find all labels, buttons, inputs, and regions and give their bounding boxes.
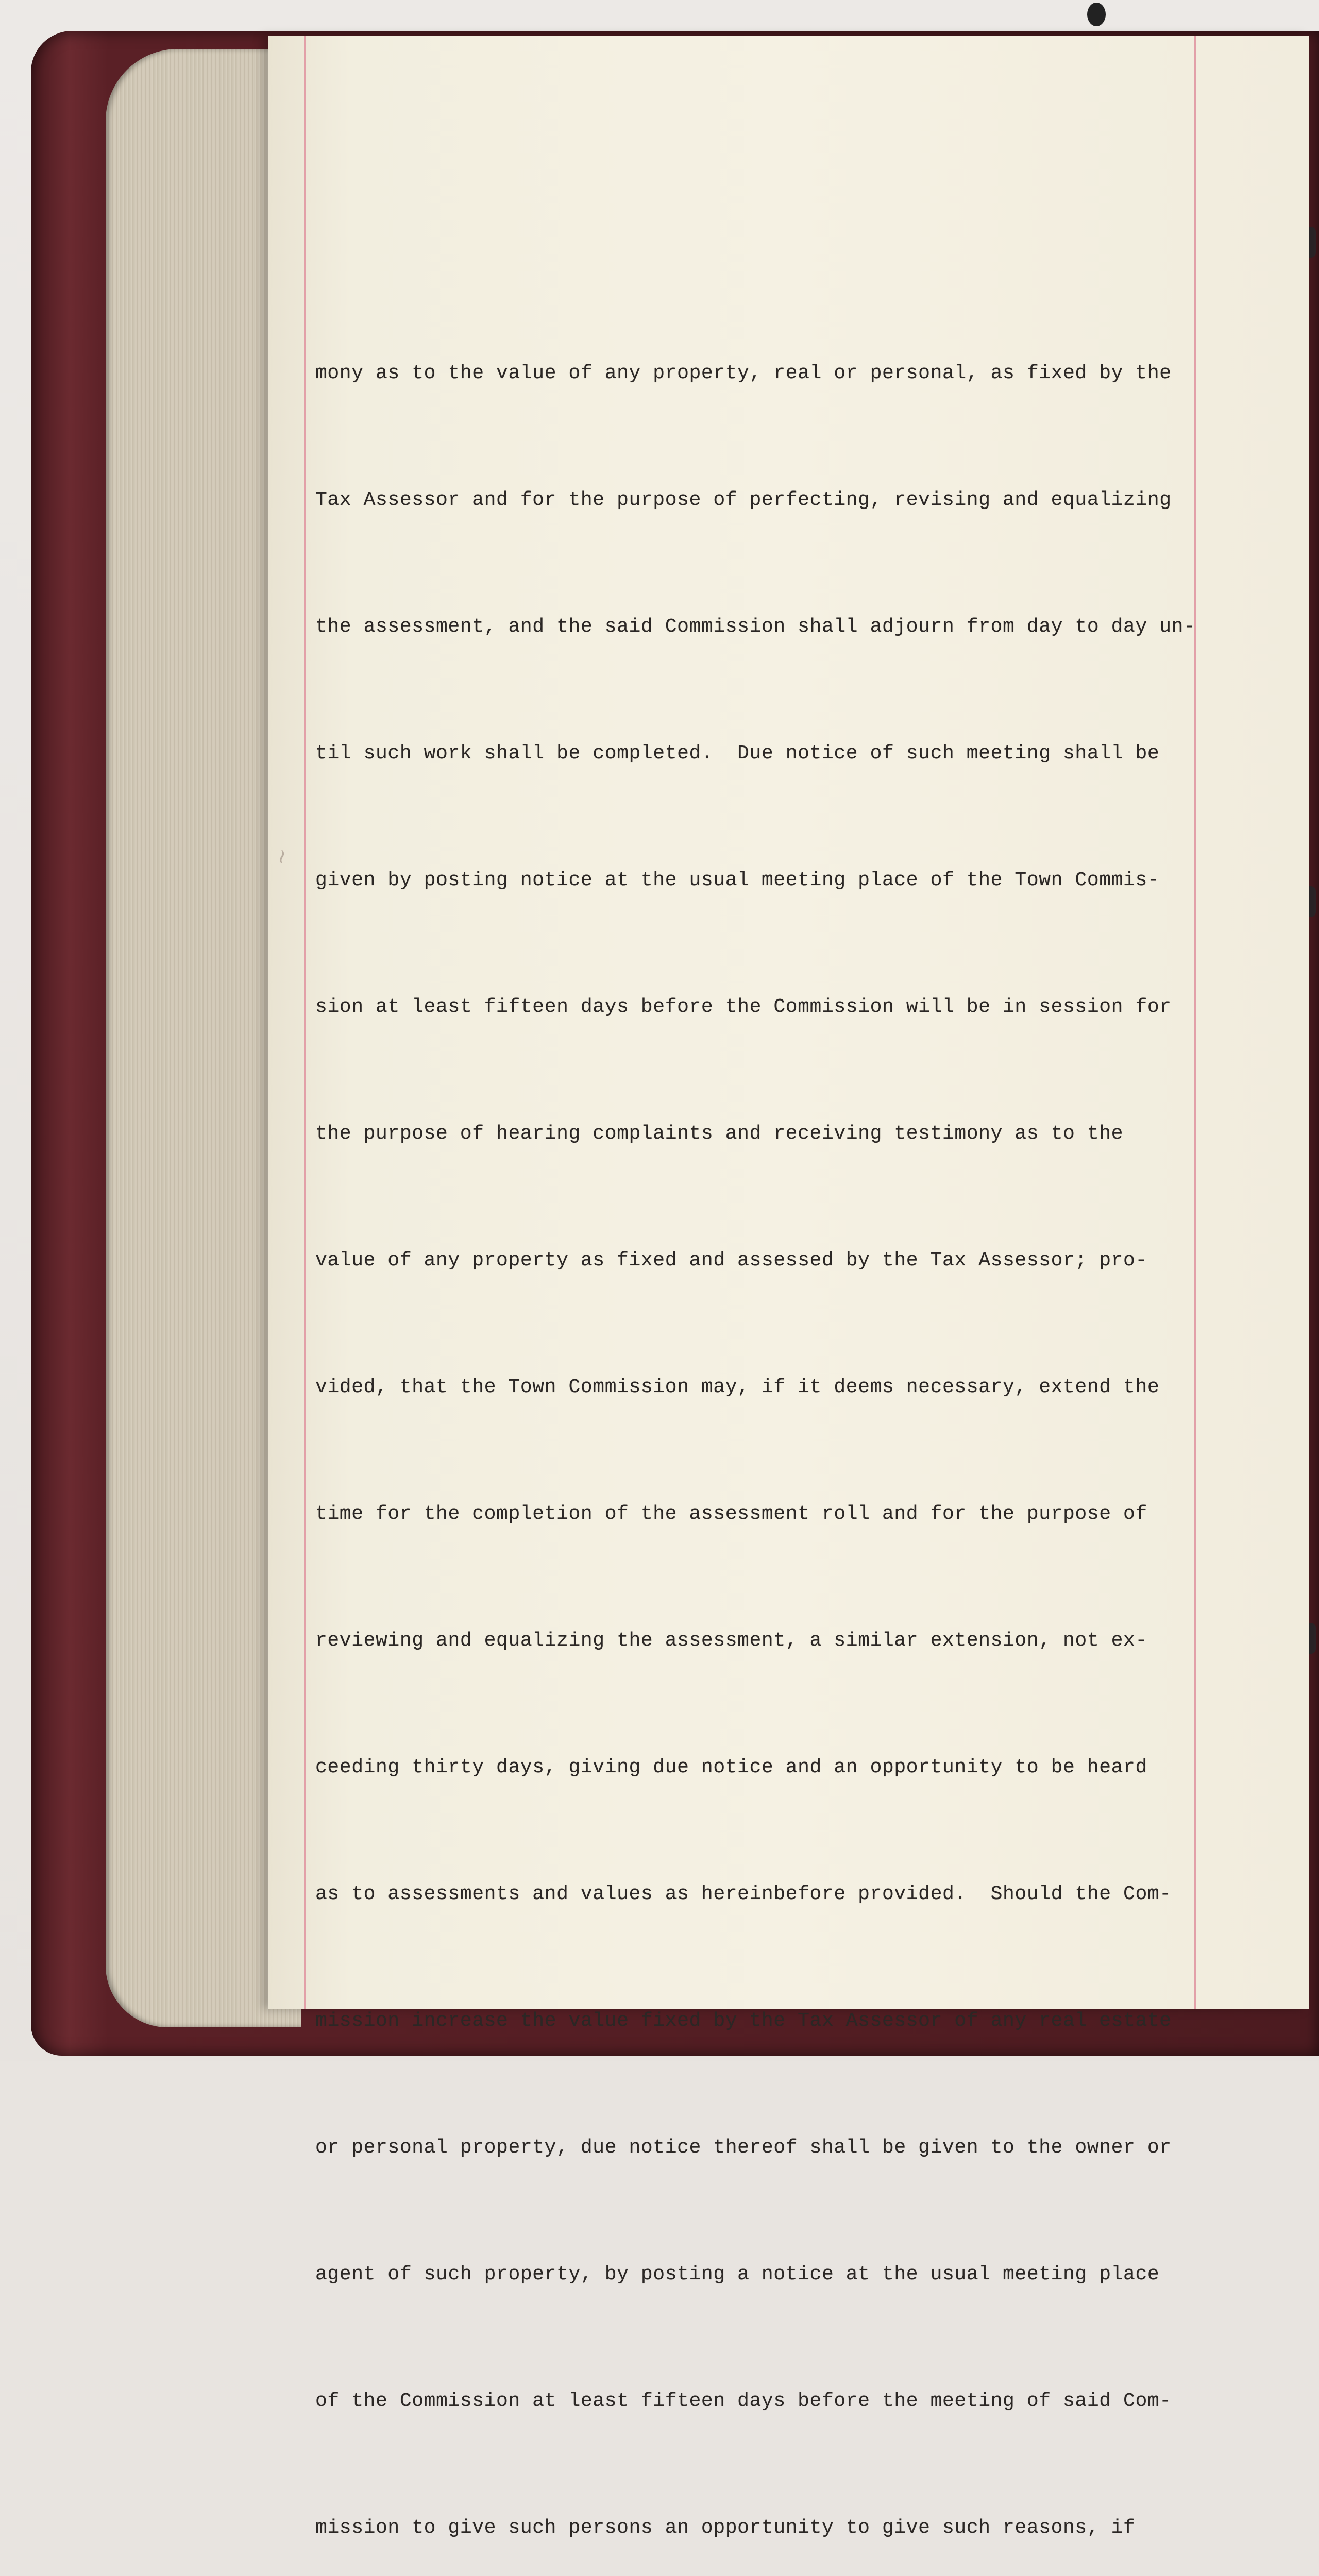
text-line: mony as to the value of any property, real or personal, as fixed by the — [315, 362, 1172, 384]
text-line: value of any property as fixed and assessed by the Tax Assessor; pro- — [315, 1249, 1147, 1272]
text-line: reviewing and equalizing the assessment, a similar extension, not ex- — [315, 1630, 1147, 1652]
clasp-top — [1087, 3, 1106, 26]
text-line: agent of such property, by posting a notice at the usual meeting place — [315, 2263, 1160, 2285]
text-line: time for the completion of the assessment roll and for the purpose of — [315, 1503, 1147, 1525]
text-line: mission to give such persons an opportunity to give such reasons, if — [315, 2517, 1136, 2539]
text-line: as to assessments and values as hereinbefore provided. Should the Com- — [315, 1883, 1172, 1905]
text-line: the purpose of hearing complaints and receiving testimony as to the — [315, 1123, 1124, 1145]
margin-pencil-mark: ~ — [268, 846, 295, 868]
text-line: Tax Assessor and for the purpose of perfecting, revising and equalizing — [315, 489, 1172, 511]
text-line: of the Commission at least fifteen days before the meeting of said Com- — [315, 2390, 1172, 2412]
left-margin-rule — [304, 36, 306, 2009]
text-line: mission increase the value fixed by the Tax Assessor of any real estate — [315, 2010, 1172, 2032]
typed-text-body — [315, 268, 1196, 2576]
text-line: ceeding thirty days, giving due notice and an opportunity to be heard — [315, 1756, 1147, 1778]
text-line: sion at least fifteen days before the Commission will be in session for — [315, 996, 1172, 1018]
text-line: given by posting notice at the usual meeting place of the Town Commis- — [315, 869, 1160, 891]
text-line: vided, that the Town Commission may, if it deems necessary, extend the — [315, 1376, 1160, 1398]
text-line: til such work shall be completed. Due notice of such meeting shall be — [315, 742, 1160, 765]
text-line: or personal property, due notice thereof shall be given to the owner or — [315, 2137, 1172, 2159]
text-line: the assessment, and the said Commission shall adjourn from day to day un- — [315, 616, 1196, 638]
